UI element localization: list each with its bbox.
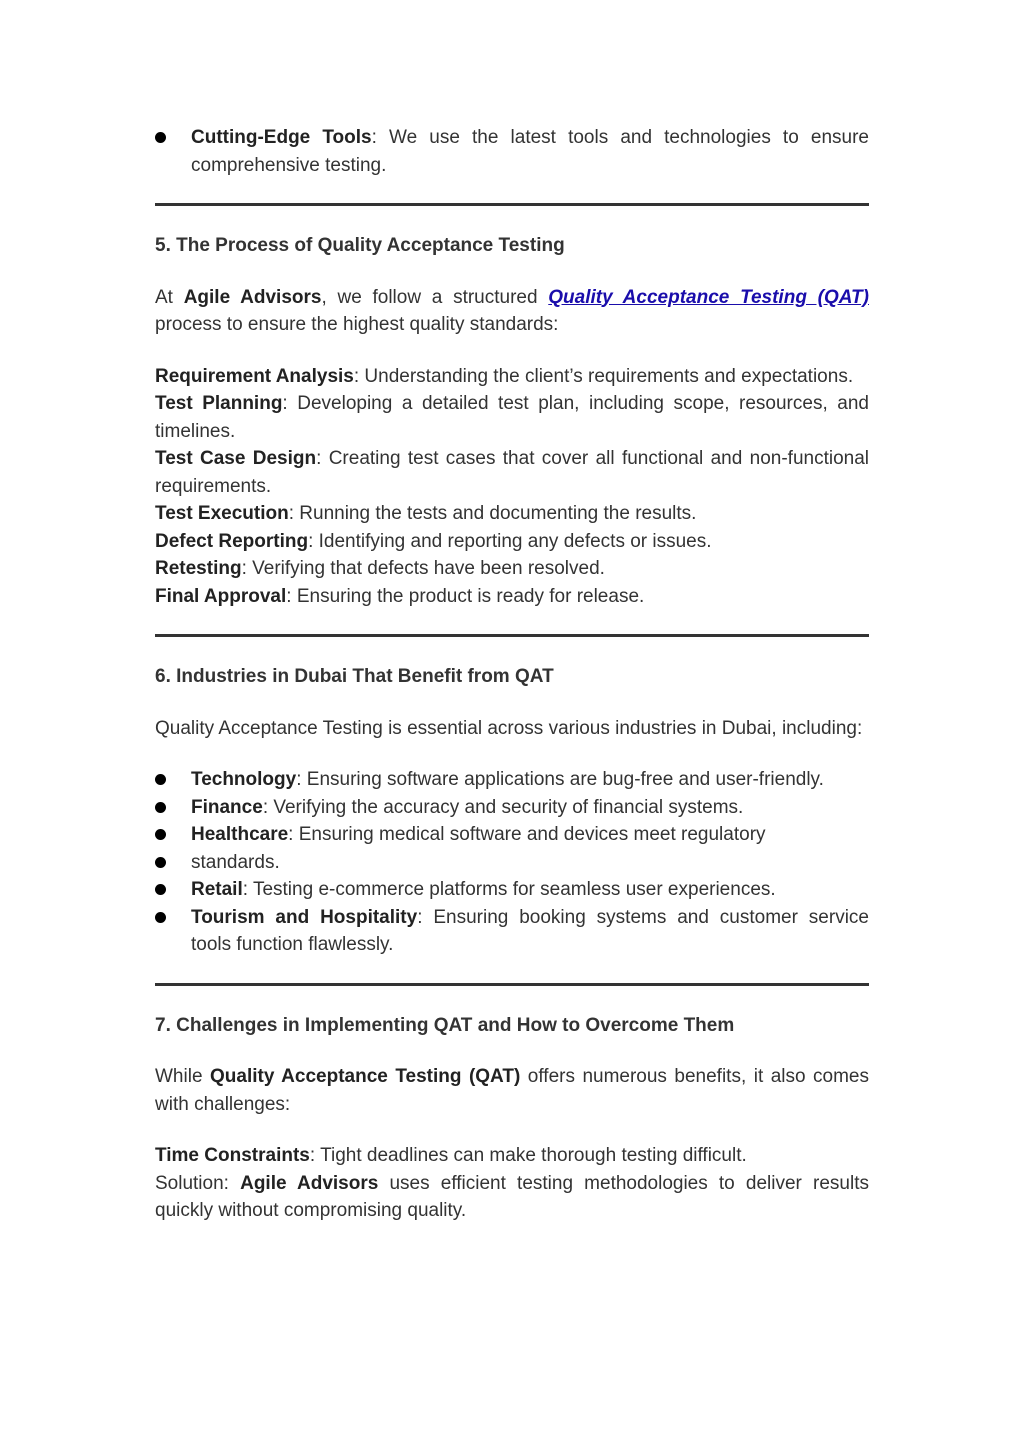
intro-text: While — [155, 1066, 210, 1087]
step-term: Test Planning — [155, 393, 283, 414]
process-step — [155, 555, 869, 583]
step-term: Final Approval — [155, 585, 287, 607]
challenge-term: Time Constraints — [155, 1145, 310, 1166]
process-step — [155, 390, 869, 445]
bullet-icon — [155, 912, 166, 923]
step-text: : Understanding the client’s requirements and expectations. — [353, 365, 854, 387]
bullet-text: : Ensuring medical software and devices meet regulatory — [288, 824, 766, 845]
step-term: Test Execution — [155, 503, 289, 524]
process-step — [155, 445, 869, 500]
company-name: Agile Advisors — [183, 286, 322, 308]
intro-term: Quality Acceptance Testing (QAT) — [210, 1066, 521, 1087]
process-step — [155, 583, 869, 611]
process-step — [155, 500, 869, 528]
intro-text: offers numerous benefits, it also comes with challenges: — [155, 1066, 869, 1115]
qat-link[interactable]: Quality Acceptance Testing (QAT) — [548, 286, 869, 308]
solution-label: Solution: — [155, 1172, 241, 1194]
bullet-term: Technology — [191, 769, 297, 790]
bullet-text: : Ensuring booking systems and customer service tools function flawlessly. — [191, 906, 869, 955]
list-item — [155, 904, 869, 959]
list-item — [155, 821, 869, 849]
step-term: Requirement Analysis — [155, 365, 354, 387]
section-7-intro — [155, 1063, 869, 1118]
bullet-text: standards. — [191, 851, 280, 873]
section-6-intro: Quality Acceptance Testing is essential across various industries in Dubai, including: — [155, 717, 863, 739]
list-item — [155, 876, 869, 904]
bullet-term: Healthcare — [191, 824, 289, 845]
bullet-icon — [155, 829, 166, 840]
solution-text: uses efficient testing methodologies to deliver results quickly without compromising quality. — [155, 1172, 869, 1221]
list-item — [155, 849, 869, 877]
challenge-item — [155, 1142, 869, 1170]
document-page — [155, 124, 869, 1225]
section-6-heading: 6. Industries in Dubai That Benefit from QAT — [155, 666, 554, 687]
intro-text: At — [155, 286, 184, 308]
bullet-icon — [155, 884, 166, 895]
bullet-term: Tourism and Hospitality — [191, 906, 418, 928]
bullet-text: : Testing e-commerce platforms for seamless user experiences. — [242, 879, 776, 900]
company-name: Agile Advisors — [240, 1172, 379, 1194]
bullet-term: Finance — [191, 796, 263, 818]
section-5-heading: 5. The Process of Quality Acceptance Testing — [155, 235, 565, 256]
industries-list — [155, 766, 869, 959]
bullet-text: : Verifying the accuracy and security of financial systems. — [262, 796, 744, 818]
top-bullet-list — [155, 124, 869, 179]
bullet-term: Retail — [191, 879, 243, 900]
bullet-icon — [155, 857, 166, 868]
challenge-text: : Tight deadlines can make thorough testing difficult. — [309, 1145, 747, 1166]
step-text: : Verifying that defects have been resolved. — [241, 558, 605, 579]
intro-text: process to ensure the highest quality standards: — [155, 314, 559, 335]
step-term: Test Case Design — [155, 448, 317, 469]
bullet-icon — [155, 774, 166, 785]
bullet-text: : We use the latest tools and technologies to ensure comprehensive testing. — [191, 127, 869, 176]
section-5-intro — [155, 284, 869, 339]
bullet-icon — [155, 802, 166, 813]
solution-item — [155, 1170, 869, 1225]
bullet-text: : Ensuring software applications are bug-free and user-friendly. — [296, 769, 824, 790]
step-text: : Identifying and reporting any defects or issues. — [308, 530, 712, 552]
step-text: : Developing a detailed test plan, including scope, resources, and timelines. — [155, 393, 869, 442]
process-step — [155, 528, 869, 556]
bullet-icon — [155, 132, 166, 143]
process-steps — [155, 363, 869, 611]
step-text: : Running the tests and documenting the results. — [288, 503, 697, 524]
list-item — [155, 794, 869, 822]
bullet-term: Cutting-Edge Tools — [191, 127, 372, 148]
section-7-heading: 7. Challenges in Implementing QAT and How to Overcome Them — [155, 1014, 735, 1036]
step-text: : Ensuring the product is ready for release. — [286, 585, 645, 607]
intro-text: , we follow a structured — [321, 286, 549, 308]
step-term: Defect Reporting — [155, 530, 309, 552]
step-term: Retesting — [155, 558, 242, 579]
list-item — [155, 124, 869, 179]
list-item — [155, 766, 869, 794]
process-step — [155, 363, 869, 391]
step-text: : Creating test cases that cover all functional and non-functional requirements. — [155, 448, 870, 497]
